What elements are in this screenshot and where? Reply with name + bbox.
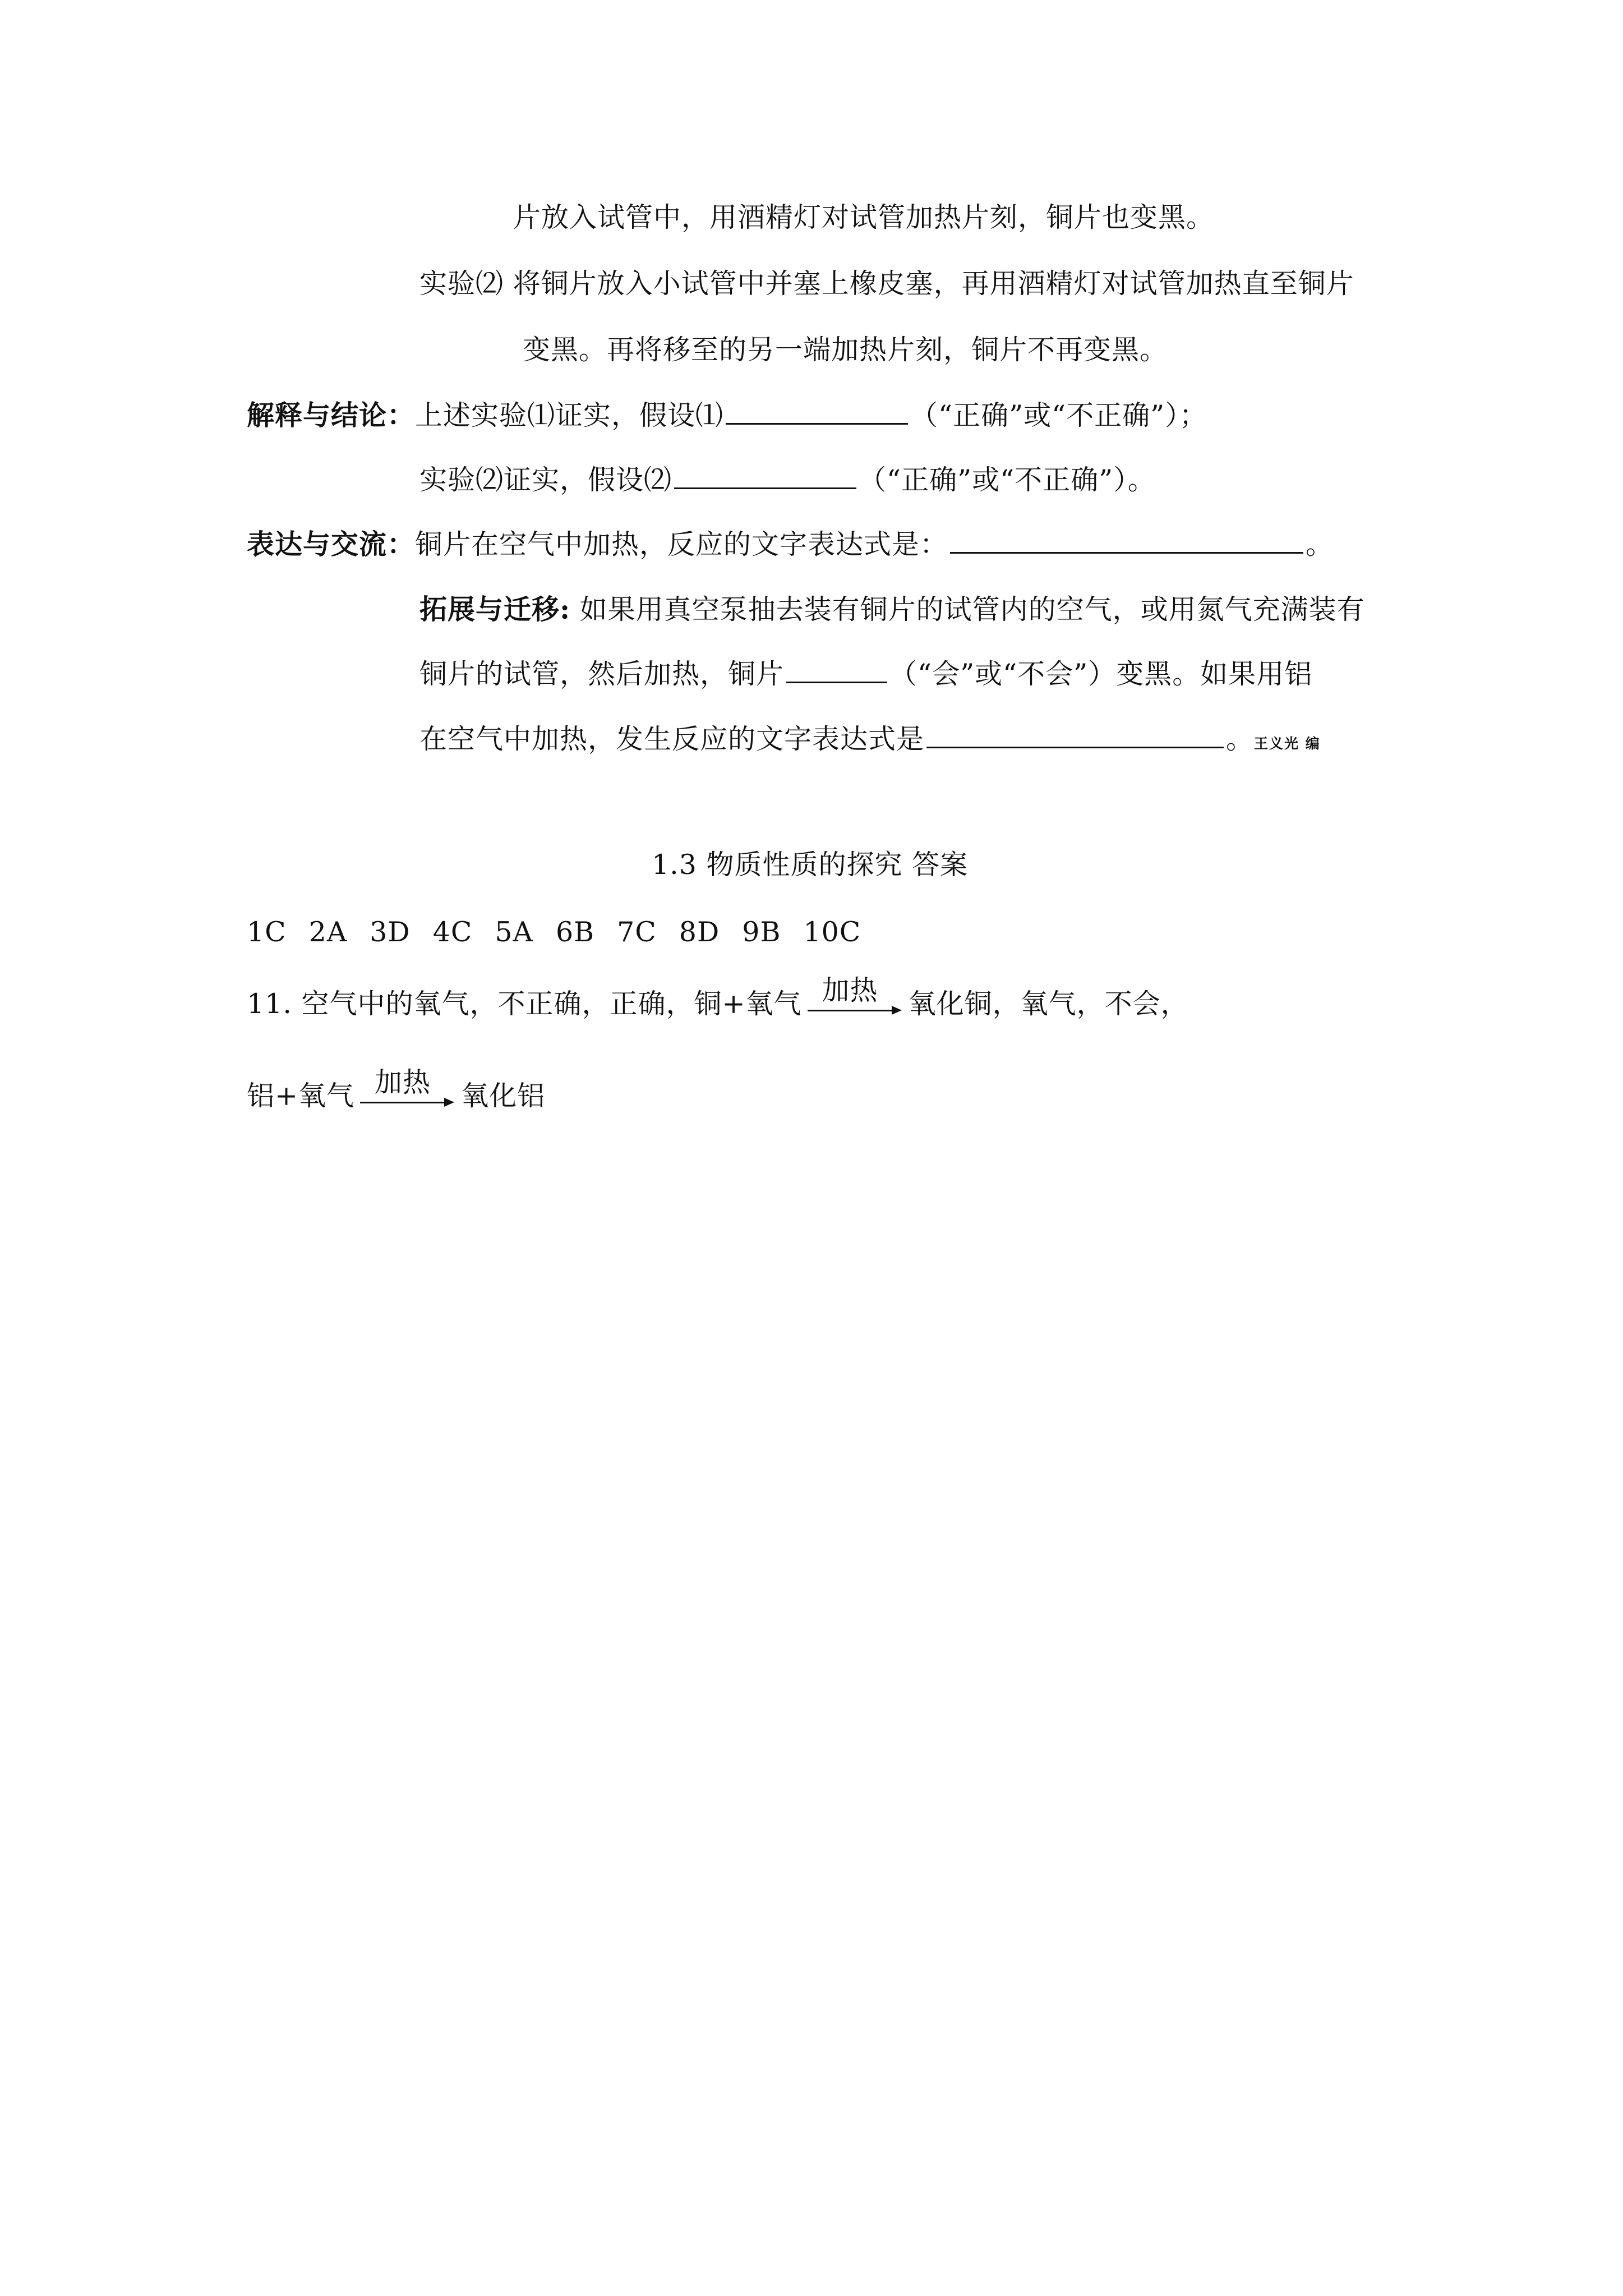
answer-11-line2-suffix: 氧化铝 (461, 1080, 546, 1112)
reaction-arrow-icon (808, 974, 903, 1021)
conclusion-text-2: 实验⑵证实，假设⑵ (419, 464, 672, 496)
reaction-arrow-icon (360, 1066, 455, 1113)
answer-blank-hypothesis-2[interactable] (674, 465, 856, 489)
expression-line (247, 527, 1334, 562)
extension-end: 。 (1226, 723, 1255, 755)
extension-text-3: 在空气中加热，发生反应的文字表达式是 (419, 723, 925, 755)
choice-answer: 7C (617, 916, 657, 948)
conclusion-text-1: 上述实验⑴证实，假设⑴ (415, 399, 724, 431)
expression-end: 。 (1306, 528, 1334, 560)
answer-11-suffix: 氧化铜，氧气，不会， (908, 988, 1189, 1020)
answer-11-prefix: 11. 空气中的氧气，不正确，正确，铜+氧气 (247, 988, 802, 1020)
answer-11-line2-prefix: 铝+氧气 (247, 1080, 355, 1112)
choice-answer: 2A (308, 916, 348, 948)
experiment-2-line-1: 实验⑵ 将铜片放入小试管中并塞上橡皮塞，再用酒精灯对试管加热直至铜片 (419, 268, 1354, 300)
expression-label: 表达与交流： (247, 528, 416, 560)
extension-text-2: 铜片的试管，然后加热，铜片 (419, 658, 785, 690)
extension-text-1: 如果用真空泵抽去装有铜片的试管内的空气，或用氮气充满装有 (570, 593, 1365, 625)
extension-line-2 (419, 657, 1312, 691)
extension-line-3 (419, 723, 1321, 761)
conclusion-line-2 (419, 463, 1156, 497)
extension-hint-2: （“会”或“不会”）变黑。如果用铝 (889, 658, 1313, 690)
conclusion-hint-2: （“正确”或“不正确”）。 (859, 464, 1156, 496)
choice-answer: 10C (803, 916, 861, 948)
choice-answer: 9B (742, 916, 781, 948)
choice-answer: 4C (432, 916, 473, 948)
choice-answer: 1C (247, 916, 287, 948)
choice-answer: 6B (555, 916, 595, 948)
choice-answer: 8D (679, 916, 720, 948)
reaction-condition: 加热 (822, 974, 878, 1006)
extension-line-1 (419, 592, 1365, 627)
experiment-2-line-2: 变黑。再将移至的另一端加热片刻，铜片不再变黑。 (523, 334, 1168, 366)
answer-11-line-2 (247, 1066, 546, 1113)
answer-blank-will-blacken[interactable] (786, 659, 887, 683)
choice-answer: 3D (370, 916, 411, 948)
expression-text: 铜片在空气中加热，反应的文字表达式是： (415, 528, 948, 560)
experiment-line-1: 片放入试管中，用酒精灯对试管加热片刻，铜片也变黑。 (513, 201, 1215, 233)
answer-blank-hypothesis-1[interactable] (726, 401, 908, 425)
choice-answer: 5A (495, 916, 533, 948)
answers-title: 1.3 物质性质的探究 答案 (652, 849, 969, 881)
answer-blank-copper-equation[interactable] (950, 530, 1303, 554)
answer-blank-aluminum-equation[interactable] (926, 724, 1224, 748)
conclusion-line-1 (247, 398, 1207, 432)
author-credit: 王义光 编 (1254, 735, 1321, 752)
conclusion-label: 解释与结论： (247, 399, 416, 431)
conclusion-hint-1: （“正确”或“不正确”）； (910, 399, 1207, 431)
reaction-condition: 加热 (375, 1066, 431, 1098)
answer-11-line-1 (247, 974, 1189, 1021)
extension-label: 拓展与迁移: (419, 593, 571, 625)
choice-answers-row (247, 915, 883, 949)
